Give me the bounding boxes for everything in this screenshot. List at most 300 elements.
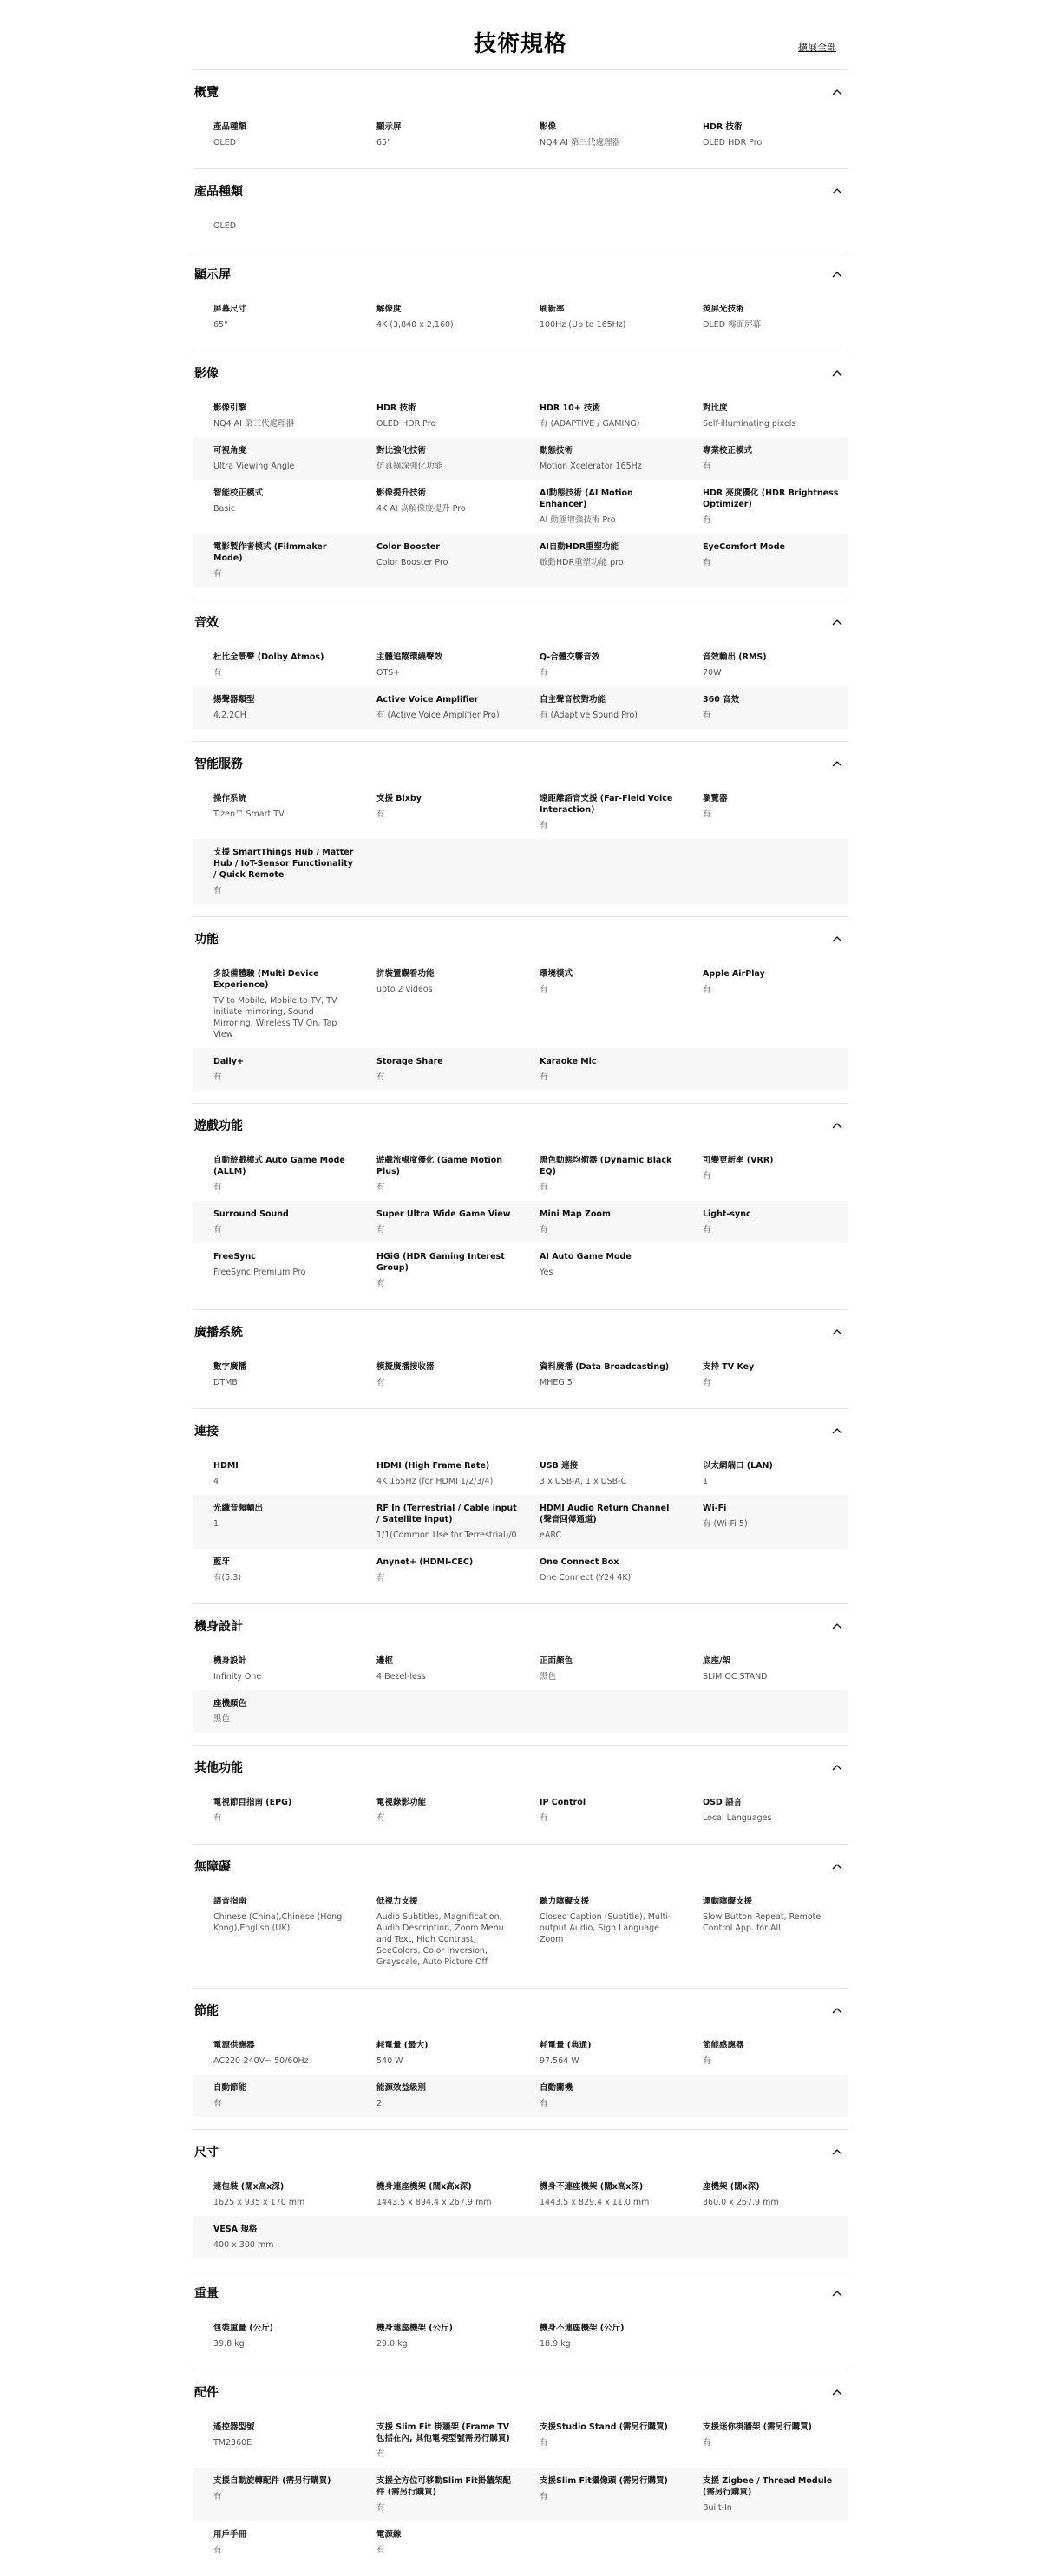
spec-item	[213, 1251, 376, 1289]
spec-label: 正面顏色	[540, 1656, 573, 1666]
spec-item	[213, 304, 376, 331]
section-title: 節能	[194, 2004, 219, 2018]
spec-label: 自動關機	[540, 2083, 573, 2093]
spec-row	[193, 114, 848, 156]
spec-value: OLED	[213, 221, 237, 231]
spec-label: 電視錄影功能	[376, 1798, 427, 1807]
spec-item	[540, 1251, 703, 1289]
spec-row	[193, 437, 848, 480]
spec-label: 包裝重量 (公斤)	[213, 2324, 273, 2333]
spec-label: Wi-Fi	[703, 1504, 727, 1513]
spec-value: 有	[376, 810, 385, 819]
spec-row	[193, 686, 848, 729]
spec-item	[540, 968, 703, 1040]
spec-item	[540, 403, 703, 429]
spec-label: Storage Share	[376, 1057, 443, 1066]
chevron-up-icon[interactable]	[828, 1616, 847, 1635]
section-body	[193, 296, 848, 351]
spec-row	[193, 1549, 848, 1591]
spec-item	[213, 1155, 376, 1193]
spec-value: 有	[213, 2546, 222, 2555]
spec-item	[376, 541, 540, 580]
spec-value: 有	[213, 668, 222, 678]
spec-value: 有 (Adaptive Sound Pro)	[540, 711, 638, 720]
spec-row	[193, 1147, 848, 1201]
section-title: 廣播系統	[194, 1326, 243, 1340]
spec-value: 65"	[376, 138, 391, 147]
spec-item	[376, 1503, 540, 1541]
spec-value: 540 W	[376, 2056, 403, 2066]
spec-value: 有	[703, 711, 711, 720]
spec-item	[213, 968, 376, 1040]
spec-label: 揚聲器類型	[213, 695, 255, 705]
section-header[interactable]	[193, 2271, 848, 2315]
spec-value: AI 動態增強技術 Pro	[540, 515, 616, 525]
chevron-up-icon[interactable]	[828, 2001, 847, 2020]
spec-section	[193, 2271, 848, 2370]
spec-label: 電視節目指南 (EPG)	[213, 1798, 292, 1807]
spec-item	[213, 2323, 376, 2350]
section-header[interactable]	[193, 2130, 848, 2173]
spec-value: 有	[540, 1183, 548, 1192]
spec-item	[540, 304, 703, 331]
section-body	[193, 2414, 848, 2576]
spec-label: 音效輸出 (RMS)	[703, 652, 767, 662]
spec-value: TV to Mobile, Mobile to TV, TV initiate mirroring, Sound Mirroring, Wireless TV On, Tap View	[213, 996, 337, 1039]
section-title: 其他功能	[194, 1761, 243, 1775]
spec-label: 耗電量 (典通)	[540, 2041, 592, 2050]
chevron-up-icon[interactable]	[828, 1857, 847, 1876]
chevron-up-icon[interactable]	[828, 1421, 847, 1440]
spec-value: 有	[540, 1225, 548, 1235]
section-body	[193, 1147, 848, 1309]
spec-value: 有	[213, 1183, 222, 1192]
spec-value: OLED 霧面屏幕	[703, 320, 762, 330]
spec-item	[703, 2181, 866, 2208]
spec-item	[213, 2529, 376, 2556]
spec-label: 自動節能	[213, 2083, 247, 2093]
spec-label: 機身連座機架 (公斤)	[376, 2324, 453, 2333]
section-header[interactable]	[193, 1104, 848, 1147]
spec-label: 支持 TV Key	[703, 1362, 755, 1372]
spec-label: 電源供應器	[213, 2041, 255, 2050]
spec-value: 1/1(Common Use for Terrestrial)/0	[376, 1531, 517, 1540]
section-title: 功能	[194, 933, 219, 947]
spec-item	[376, 1361, 540, 1388]
chevron-up-icon[interactable]	[828, 1116, 847, 1135]
chevron-up-icon[interactable]	[828, 181, 847, 200]
spec-item	[540, 2082, 703, 2109]
spec-label: 瀏覽器	[703, 794, 728, 803]
section-header[interactable]	[193, 600, 848, 644]
spec-label: HGiG (HDR Gaming Interest Group)	[376, 1252, 505, 1273]
spec-label: 模擬廣播接收器	[376, 1362, 435, 1372]
spec-label: 顯示屏	[376, 122, 402, 132]
spec-value: 有	[703, 558, 711, 567]
spec-item	[540, 1655, 703, 1682]
spec-item	[213, 2040, 376, 2067]
spec-value: SLIM OC STAND	[703, 1672, 768, 1681]
spec-label: 黑色動態均衡器 (Dynamic Black EQ)	[540, 1156, 672, 1177]
spec-value: One Connect (Y24 4K)	[540, 1573, 632, 1583]
spec-label: 座機顏色	[213, 1699, 247, 1708]
spec-label: 專業校正模式	[703, 446, 753, 456]
section-header[interactable]	[193, 1989, 848, 2032]
spec-section	[193, 1309, 848, 1408]
spec-item	[540, 1460, 703, 1487]
spec-label: FreeSync	[213, 1252, 256, 1262]
spec-label: Karaoke Mic	[540, 1057, 597, 1066]
spec-value: Local Languages	[703, 1813, 772, 1823]
spec-label: 邊框	[376, 1656, 394, 1666]
spec-value: 仿真擴深強化功能	[376, 462, 443, 471]
spec-label: HDMI	[213, 1461, 239, 1471]
spec-value: 有	[703, 810, 711, 819]
spec-item	[213, 1655, 376, 1682]
spec-label: AI動態技術 (AI Motion Enhancer)	[540, 488, 633, 509]
spec-item	[376, 2181, 540, 2208]
spec-item	[376, 1056, 540, 1083]
section-header[interactable]	[193, 351, 848, 395]
section-header[interactable]	[193, 1746, 848, 1789]
spec-label: 藍牙	[213, 1557, 231, 1567]
section-header[interactable]	[193, 252, 848, 296]
spec-item	[703, 1896, 866, 1968]
spec-label: 可變更新率 (VRR)	[703, 1156, 774, 1165]
spec-label: 操作系統	[213, 794, 247, 803]
spec-item	[213, 2422, 376, 2460]
section-body	[193, 2032, 848, 2129]
spec-value: 有	[540, 1813, 548, 1823]
spec-value: Self-illuminating pixels	[703, 419, 796, 429]
spec-item	[213, 445, 376, 472]
spec-item	[213, 541, 376, 580]
spec-item	[703, 304, 866, 331]
spec-label: 熒屏光技術	[703, 305, 744, 314]
spec-row	[193, 2315, 848, 2357]
section-header[interactable]	[193, 917, 848, 960]
spec-value: FreeSync Premium Pro	[213, 1268, 306, 1277]
spec-row	[193, 2521, 848, 2564]
spec-label: 影像提升技術	[376, 488, 427, 498]
section-title: 遊戲功能	[194, 1119, 243, 1133]
chevron-up-icon[interactable]	[828, 2284, 847, 2303]
spec-item	[703, 1155, 866, 1193]
spec-section	[193, 168, 848, 252]
spec-value: TM2360E	[213, 2438, 252, 2448]
spec-value: 有	[213, 1225, 222, 1235]
spec-value: 有	[213, 1813, 222, 1823]
spec-label: 底座/架	[703, 1656, 730, 1666]
spec-label: HDR 技術	[376, 403, 416, 413]
spec-item	[376, 968, 540, 1040]
spec-label: 機身連座機架 (闊x高x深)	[376, 2182, 472, 2192]
section-title: 尺寸	[194, 2146, 219, 2160]
spec-value: 有	[376, 1183, 385, 1192]
spec-label: 機身設計	[213, 1656, 247, 1666]
spec-item	[540, 2323, 703, 2350]
spec-item	[213, 1209, 376, 1236]
spec-value: 有	[376, 1072, 385, 1082]
spec-section	[193, 1408, 848, 1603]
spec-item	[703, 1797, 866, 1824]
spec-label: 對比強化技術	[376, 446, 427, 456]
chevron-up-icon[interactable]	[828, 613, 847, 632]
title-row	[0, 0, 1041, 69]
spec-item	[213, 220, 376, 232]
spec-value: AC220-240V~ 50/60Hz	[213, 2056, 309, 2066]
spec-label: 低視力支援	[376, 1897, 418, 1906]
spec-value: 有 (Active Voice Amplifier Pro)	[376, 711, 500, 720]
spec-value: NQ4 AI 第三代處理器	[540, 138, 620, 147]
spec-label: EyeComfort Mode	[703, 542, 785, 552]
section-title: 顯示屏	[194, 268, 231, 282]
spec-section	[193, 741, 848, 916]
spec-label: 資料廣播 (Data Broadcasting)	[540, 1362, 670, 1372]
spec-item	[540, 2040, 703, 2067]
spec-item	[376, 694, 540, 721]
spec-label: 電源線	[376, 2530, 402, 2540]
spec-value: 有	[540, 985, 548, 994]
section-body	[193, 960, 848, 1103]
spec-label: 數字廣播	[213, 1362, 247, 1372]
section-body	[193, 785, 848, 916]
spec-value: 400 x 300 mm	[213, 2240, 274, 2250]
spec-label: 支援Studio Stand (需另行購買)	[540, 2422, 668, 2432]
spec-item	[540, 1361, 703, 1388]
spec-section	[193, 1745, 848, 1844]
chevron-up-icon[interactable]	[828, 754, 847, 773]
section-title: 機身設計	[194, 1620, 243, 1634]
spec-value: 100Hz (Up to 165Hz)	[540, 320, 626, 330]
spec-item	[213, 121, 376, 148]
spec-item	[540, 1155, 703, 1193]
spec-section	[193, 351, 848, 600]
spec-label: Mini Map Zoom	[540, 1209, 611, 1219]
chevron-up-icon[interactable]	[828, 929, 847, 948]
spec-item	[213, 1460, 376, 1487]
spec-item	[213, 2475, 376, 2514]
spec-value: 4 Bezel-less	[376, 1672, 426, 1681]
spec-item	[376, 2082, 540, 2109]
spec-value: 有	[540, 2492, 548, 2501]
chevron-up-icon[interactable]	[828, 2383, 847, 2402]
spec-row	[193, 1048, 848, 1091]
spec-value: 有	[376, 2449, 385, 2459]
spec-label: 自動遊戲模式 Auto Game Mode (ALLM)	[213, 1156, 345, 1177]
section-title: 音效	[194, 616, 219, 630]
section-body	[193, 1354, 848, 1408]
spec-value: 有	[540, 821, 548, 830]
spec-label: 語音指南	[213, 1897, 247, 1906]
spec-item	[540, 121, 703, 148]
section-title: 配件	[194, 2386, 219, 2400]
spec-label: 屏幕尺寸	[213, 305, 247, 314]
spec-label: 支援Slim Fit攝像頭 (需另行購買)	[540, 2476, 668, 2486]
spec-item	[540, 793, 703, 831]
spec-value: 有	[213, 886, 222, 895]
spec-item	[703, 1209, 866, 1236]
spec-item	[213, 793, 376, 831]
section-body	[193, 1888, 848, 1988]
spec-value: 4K 165Hz (for HDMI 1/2/3/4)	[376, 1477, 494, 1486]
chevron-up-icon[interactable]	[828, 1758, 847, 1777]
spec-section	[193, 69, 848, 168]
spec-item	[540, 694, 703, 721]
section-header[interactable]	[193, 70, 848, 114]
spec-value: 有	[540, 668, 548, 678]
spec-label: Active Voice Amplifier	[376, 695, 479, 705]
spec-value: eARC	[540, 1531, 562, 1540]
spec-item	[376, 1251, 540, 1289]
spec-value: 黑色	[540, 1672, 557, 1681]
spec-item	[540, 541, 703, 580]
spec-item	[376, 1209, 540, 1236]
spec-label: 支援 Bixby	[376, 794, 422, 803]
spec-item	[376, 793, 540, 831]
spec-value: 有	[703, 2438, 711, 2448]
section-body	[193, 2315, 848, 2370]
chevron-up-icon[interactable]	[828, 364, 847, 383]
spec-section	[193, 1844, 848, 1988]
spec-item	[376, 1797, 540, 1824]
section-header[interactable]	[193, 1409, 848, 1452]
spec-label: 杜比全景聲 (Dolby Atmos)	[213, 652, 324, 662]
section-header[interactable]	[193, 169, 848, 213]
spec-label: 遠距離語音支援 (Far-Field Voice Interaction)	[540, 794, 673, 815]
spec-item	[703, 488, 866, 526]
spec-label: 支援全方位可移動Slim Fit掛牆架配件 (需另行購買)	[376, 2476, 511, 2497]
spec-value: OTS+	[376, 668, 401, 678]
spec-value: 4.2.2CH	[213, 711, 246, 720]
spec-label: 可視角度	[213, 446, 247, 456]
spec-row	[193, 2032, 848, 2075]
spec-item	[703, 1361, 866, 1388]
section-header[interactable]	[193, 1310, 848, 1354]
spec-value: Motion Xcelerator 165Hz	[540, 462, 642, 471]
spec-item	[213, 403, 376, 429]
spec-label: Q-合體交響音效	[540, 652, 600, 662]
spec-item	[703, 1503, 866, 1541]
spec-value: 有	[703, 1225, 711, 1235]
section-header[interactable]	[193, 742, 848, 785]
spec-item	[703, 121, 866, 148]
spec-value: 有	[213, 569, 222, 579]
spec-label: 能源效益級別	[376, 2083, 427, 2093]
section-title: 產品種類	[194, 185, 243, 199]
spec-item	[540, 652, 703, 678]
spec-label: IP Control	[540, 1798, 586, 1807]
spec-row	[193, 644, 848, 686]
spec-item	[540, 2422, 703, 2460]
spec-label: VESA 規格	[213, 2225, 258, 2234]
spec-item	[213, 1698, 376, 1725]
spec-item	[213, 1896, 376, 1968]
spec-item	[540, 445, 703, 472]
spec-item	[376, 2475, 540, 2514]
spec-label: Super Ultra Wide Game View	[376, 1209, 511, 1219]
spec-value: 39.8 kg	[213, 2339, 245, 2349]
spec-value: 有	[213, 2492, 222, 2501]
spec-item	[213, 847, 376, 896]
spec-value: 有	[703, 515, 711, 525]
spec-label: Light-sync	[703, 1209, 751, 1219]
spec-value: OLED HDR Pro	[703, 138, 763, 147]
spec-value: 有	[540, 2099, 548, 2108]
spec-value: 有	[376, 2503, 385, 2513]
spec-value: Chinese (China),Chinese (Hong Kong),English (UK)	[213, 1912, 343, 1933]
chevron-up-icon[interactable]	[828, 1322, 847, 1341]
spec-label: 支援 Zigbee / Thread Module (需另行購買)	[703, 2476, 833, 2497]
spec-item	[703, 2475, 866, 2514]
spec-value: 黑色	[213, 1714, 231, 1724]
spec-value: 65"	[213, 320, 228, 330]
spec-row	[193, 839, 848, 904]
spec-item	[376, 2040, 540, 2067]
section-header[interactable]	[193, 1845, 848, 1888]
section-title: 重量	[194, 2287, 219, 2301]
spec-label: 360 音效	[703, 695, 740, 705]
spec-label: 解像度	[376, 305, 402, 314]
spec-item	[213, 2181, 376, 2208]
spec-row	[193, 960, 848, 1048]
spec-item	[703, 793, 866, 831]
spec-row	[193, 1888, 848, 1976]
spec-value: Yes	[540, 1268, 553, 1277]
spec-row	[193, 1201, 848, 1243]
spec-value: 有	[376, 1378, 385, 1387]
section-header[interactable]	[193, 2370, 848, 2414]
section-body	[193, 213, 848, 252]
spec-label: 機身不連座機架 (公斤)	[540, 2324, 625, 2333]
spec-label: 影像引擎	[213, 403, 247, 413]
spec-item	[540, 1557, 703, 1583]
spec-item	[376, 304, 540, 331]
spec-row	[193, 296, 848, 338]
spec-label: 支援迷你掛牆架 (需另行購買)	[703, 2422, 812, 2432]
chevron-up-icon[interactable]	[828, 2142, 847, 2161]
spec-label: RF In (Terrestrial / Cable input / Satellite input)	[376, 1504, 517, 1524]
spec-value: 4K (3,840 x 2,160)	[376, 320, 454, 330]
spec-item	[540, 1896, 703, 1968]
section-header[interactable]	[193, 1604, 848, 1648]
spec-label: 影像	[540, 122, 557, 132]
chevron-up-icon[interactable]	[828, 265, 847, 284]
spec-label: 自主聲音校對功能	[540, 695, 606, 705]
spec-label: 支援 SmartThings Hub / Matter Hub / IoT-Sensor Functionality / Quick Remote	[213, 848, 354, 880]
spec-value: OLED HDR Pro	[376, 419, 436, 429]
spec-section	[193, 1603, 848, 1745]
spec-label: 以太網端口 (LAN)	[703, 1461, 773, 1471]
expand-all-link[interactable]: 擴展全部	[798, 42, 836, 53]
spec-value: MHEG 5	[540, 1378, 573, 1387]
spec-item	[703, 652, 866, 678]
section-title: 無障礙	[194, 1860, 231, 1874]
chevron-up-icon[interactable]	[828, 82, 847, 102]
spec-value: 有	[376, 2546, 385, 2555]
spec-label: Surround Sound	[213, 1209, 289, 1219]
spec-row	[193, 2216, 848, 2258]
spec-row	[193, 1452, 848, 1495]
spec-item	[376, 652, 540, 678]
spec-item	[376, 1896, 540, 1968]
section-body	[193, 114, 848, 168]
spec-label: HDR 10+ 技術	[540, 403, 600, 413]
spec-value: 70W	[703, 668, 722, 678]
spec-item	[540, 2475, 703, 2514]
spec-item	[540, 1056, 703, 1083]
spec-section	[193, 1103, 848, 1309]
